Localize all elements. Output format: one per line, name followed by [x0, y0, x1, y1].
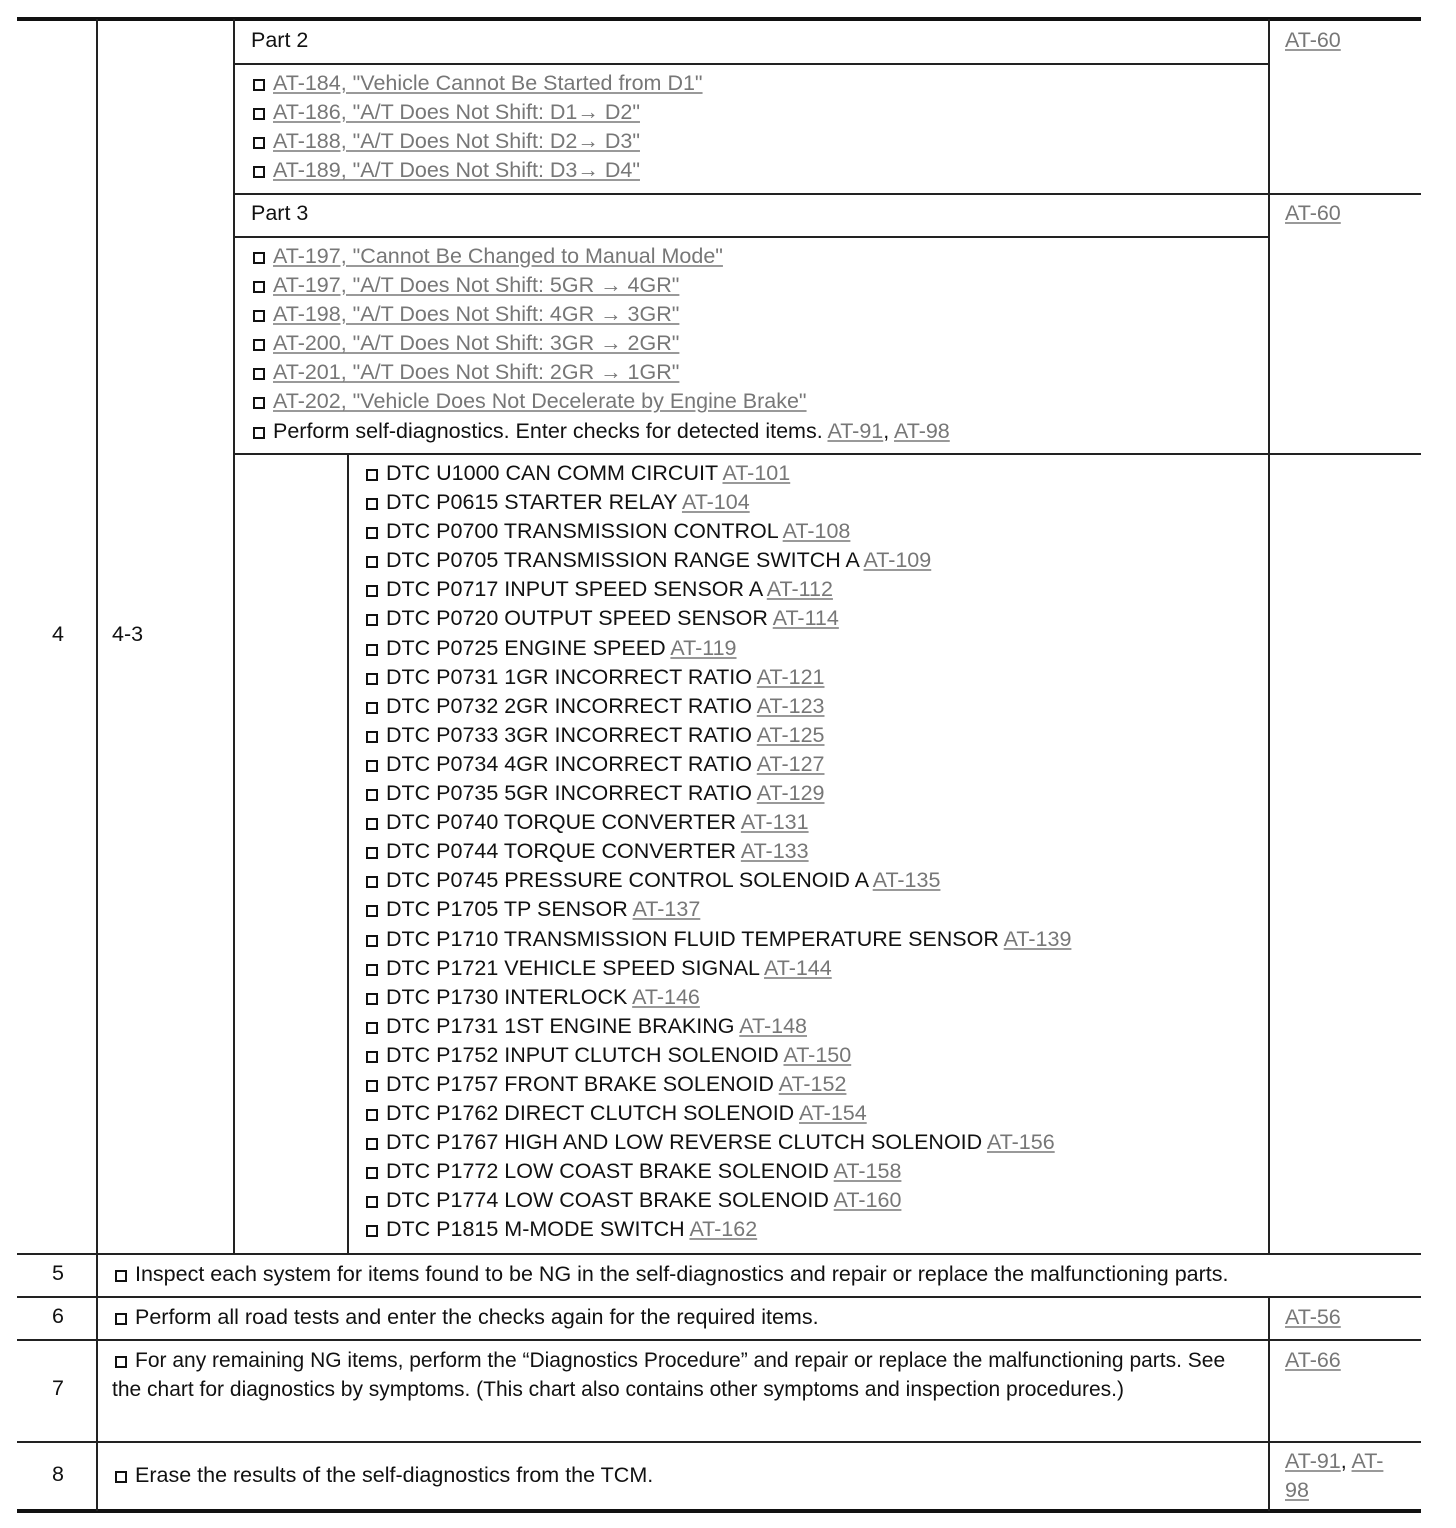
- dtc-item: [366, 575, 1071, 604]
- dtc-link[interactable]: AT-101: [722, 461, 791, 485]
- dtc-link[interactable]: AT-112: [766, 577, 833, 602]
- dtc-text: DTC P0732 2GR INCORRECT RATIO: [386, 693, 757, 718]
- list-item: [253, 98, 703, 127]
- checkbox[interactable]: [366, 760, 378, 772]
- dtc-item: [366, 895, 1071, 924]
- col-rule: [96, 19, 98, 1511]
- dtc-item: [366, 925, 1071, 954]
- rule: [17, 1253, 1421, 1255]
- checkbox[interactable]: [366, 1196, 378, 1208]
- bottom-border: [17, 1509, 1421, 1513]
- dtc-item: [366, 634, 1071, 663]
- checkbox[interactable]: [366, 556, 378, 568]
- part3-heading: Part 3: [251, 201, 309, 225]
- dtc-text: DTC P1767 HIGH AND LOW REVERSE CLUTCH SOLENOID: [386, 1130, 987, 1155]
- dtc-link[interactable]: AT-137: [632, 897, 701, 922]
- dtc-link[interactable]: AT-158: [833, 1159, 902, 1184]
- step6-item: [115, 1303, 819, 1332]
- dtc-link[interactable]: AT-133: [740, 839, 809, 864]
- dtc-text: DTC P0725 ENGINE SPEED: [386, 635, 671, 660]
- dtc-item: [366, 546, 1071, 575]
- dtc-link[interactable]: AT-123: [756, 693, 825, 718]
- item-link[interactable]: AT-184, "Vehicle Cannot Be Started from D1": [273, 71, 703, 95]
- list-item: [253, 387, 950, 416]
- dtc-item: [366, 1215, 1071, 1244]
- dtc-link[interactable]: AT-108: [782, 519, 851, 544]
- checkbox[interactable]: [366, 905, 378, 917]
- checkbox[interactable]: [366, 1080, 378, 1092]
- checkbox[interactable]: [366, 1109, 378, 1121]
- dtc-link[interactable]: AT-154: [798, 1101, 867, 1126]
- checkbox[interactable]: [253, 427, 265, 439]
- checkbox[interactable]: [253, 108, 265, 120]
- step8-refs: [1285, 1447, 1403, 1505]
- dtc-text: DTC P1730 INTERLOCK: [386, 984, 633, 1009]
- rule: [235, 236, 1270, 238]
- dtc-item: [366, 721, 1071, 750]
- checkbox[interactable]: [366, 993, 378, 1005]
- checkbox[interactable]: [366, 1022, 378, 1034]
- step5-item: [115, 1260, 1228, 1289]
- item-link[interactable]: AT-197, "A/T Does Not Shift: 5GR → 4GR": [273, 273, 680, 298]
- dtc-link[interactable]: AT-121: [756, 664, 825, 689]
- list-item: [253, 300, 950, 329]
- dtc-link[interactable]: AT-104: [681, 490, 750, 515]
- checkbox[interactable]: [366, 789, 378, 801]
- checkbox[interactable]: [366, 498, 378, 510]
- step7-ref-link[interactable]: AT-66: [1285, 1348, 1341, 1372]
- list-item: [253, 271, 950, 300]
- dtc-text: DTC P0717 INPUT SPEED SENSOR A: [386, 577, 767, 602]
- dtc-link[interactable]: AT-144: [764, 955, 832, 980]
- step-number: 7: [52, 1376, 64, 1400]
- checkbox[interactable]: [366, 673, 378, 685]
- col-rule: [233, 19, 235, 1255]
- self-diagnostics-link-2[interactable]: AT-98: [894, 418, 950, 443]
- self-diagnostics-item: [253, 417, 950, 446]
- step5-text: Inspect each system for items found to be NG in the self-diagnostics and repair or replace the malfunctioning parts.: [135, 1262, 1229, 1286]
- dtc-link[interactable]: AT-152: [778, 1071, 847, 1096]
- part2-list: [253, 69, 703, 185]
- col-rule: [347, 454, 349, 1255]
- dtc-item: [366, 750, 1071, 779]
- dtc-item: [366, 1070, 1071, 1099]
- dtc-item: [366, 1099, 1071, 1128]
- self-diagnostics-link-1[interactable]: AT-91: [827, 418, 884, 443]
- item-link[interactable]: AT-202, "Vehicle Does Not Decelerate by Engine Brake": [273, 389, 807, 414]
- step8-ref-link-1[interactable]: AT-91: [1285, 1449, 1341, 1473]
- part2-heading: Part 2: [251, 28, 309, 52]
- dtc-link[interactable]: AT-160: [833, 1188, 902, 1213]
- step7-text: For any remaining NG items, perform the “Diagnostics Procedure” and repair or replace the malfunctioning parts. See the chart for diagnostics by symptoms. (This chart also contains other symptoms and inspection procedures.): [112, 1349, 1226, 1401]
- rule: [17, 1339, 1421, 1341]
- step8-text: Erase the results of the self-diagnostics from the TCM.: [135, 1463, 654, 1487]
- dtc-text: DTC P1705 TP SENSOR: [386, 897, 633, 922]
- list-item: [253, 358, 950, 387]
- rule: [235, 63, 1270, 65]
- dtc-link[interactable]: AT-146: [632, 984, 700, 1009]
- step-number: 6: [52, 1304, 64, 1328]
- checkbox[interactable]: [366, 935, 378, 947]
- checkbox[interactable]: [366, 614, 378, 626]
- dtc-item: [366, 1128, 1071, 1157]
- dtc-item: [366, 1012, 1071, 1041]
- checkbox[interactable]: [366, 876, 378, 888]
- sub-step-label: 4-3: [112, 622, 144, 646]
- step7-item: [112, 1346, 1260, 1404]
- dtc-text: DTC P0720 OUTPUT SPEED SENSOR: [386, 606, 773, 631]
- step8-item: [115, 1461, 653, 1490]
- checkbox[interactable]: [115, 1313, 127, 1325]
- dtc-text: DTC P1815 M-MODE SWITCH: [386, 1217, 690, 1242]
- dtc-link[interactable]: AT-148: [739, 1013, 808, 1038]
- checkbox[interactable]: [366, 702, 378, 714]
- dtc-text: DTC P1774 LOW COAST BRAKE SOLENOID: [386, 1188, 834, 1213]
- dtc-item: [366, 1157, 1071, 1186]
- item-link[interactable]: AT-189, "A/T Does Not Shift: D3→ D4": [273, 158, 640, 183]
- item-link[interactable]: AT-201, "A/T Does Not Shift: 2GR → 1GR": [273, 360, 680, 385]
- step-number: 4: [52, 622, 64, 646]
- checkbox[interactable]: [253, 397, 265, 409]
- dtc-text: DTC P1762 DIRECT CLUTCH SOLENOID: [386, 1101, 799, 1126]
- list-item: [253, 242, 950, 271]
- col-rule: [1268, 19, 1270, 1255]
- separator: ,: [883, 418, 894, 443]
- checkbox[interactable]: [115, 1356, 127, 1368]
- checkbox[interactable]: [366, 585, 378, 597]
- checkbox[interactable]: [366, 527, 378, 539]
- item-link[interactable]: AT-197, "Cannot Be Changed to Manual Mode": [273, 244, 723, 268]
- dtc-link[interactable]: AT-125: [756, 722, 825, 747]
- dtc-item: [366, 808, 1071, 837]
- checkbox[interactable]: [253, 368, 265, 380]
- dtc-link[interactable]: AT-109: [863, 548, 932, 573]
- item-link[interactable]: AT-198, "A/T Does Not Shift: 4GR → 3GR": [273, 302, 680, 327]
- step6-text: Perform all road tests and enter the checks again for the required items.: [135, 1305, 819, 1329]
- dtc-text: DTC P1731 1ST ENGINE BRAKING: [386, 1013, 740, 1038]
- step-number: 5: [52, 1261, 64, 1285]
- dtc-item: [366, 692, 1071, 721]
- checkbox[interactable]: [366, 1138, 378, 1150]
- dtc-link[interactable]: AT-135: [872, 868, 941, 893]
- dtc-text: DTC P0731 1GR INCORRECT RATIO: [386, 664, 757, 689]
- dtc-item: [366, 983, 1071, 1012]
- checkbox[interactable]: [366, 1051, 378, 1063]
- checkbox[interactable]: [253, 137, 265, 149]
- checkbox[interactable]: [366, 731, 378, 743]
- dtc-text: DTC P0615 STARTER RELAY: [386, 490, 682, 515]
- dtc-item: [366, 954, 1071, 983]
- item-link[interactable]: AT-200, "A/T Does Not Shift: 3GR → 2GR": [273, 331, 680, 356]
- dtc-text: DTC P0734 4GR INCORRECT RATIO: [386, 751, 757, 776]
- checkbox[interactable]: [366, 469, 378, 481]
- part2-ref-link[interactable]: AT-60: [1285, 28, 1341, 52]
- step8-ref-link-2[interactable]: AT-98: [1285, 1449, 1384, 1502]
- dtc-item: [366, 604, 1071, 633]
- list-item: [253, 69, 703, 98]
- dtc-item: [366, 517, 1071, 546]
- checkbox[interactable]: [253, 166, 265, 178]
- list-item: [253, 156, 703, 185]
- rule: [235, 193, 1421, 195]
- dtc-item: [366, 866, 1071, 895]
- part3-list: [253, 242, 950, 446]
- dtc-link[interactable]: AT-114: [772, 606, 839, 631]
- dtc-item: [366, 1041, 1071, 1070]
- item-link[interactable]: AT-188, "A/T Does Not Shift: D2→ D3": [273, 129, 640, 154]
- step-number: 8: [52, 1462, 64, 1486]
- checkbox[interactable]: [366, 644, 378, 656]
- dtc-text: DTC U1000 CAN COMM CIRCUIT: [386, 461, 723, 485]
- checkbox[interactable]: [366, 1225, 378, 1237]
- dtc-item: [366, 663, 1071, 692]
- dtc-text: DTC P1772 LOW COAST BRAKE SOLENOID: [386, 1159, 834, 1184]
- list-item: [253, 127, 703, 156]
- checkbox[interactable]: [115, 1270, 127, 1282]
- dtc-link[interactable]: AT-127: [756, 751, 825, 776]
- dtc-text: DTC P1757 FRONT BRAKE SOLENOID: [386, 1071, 779, 1096]
- dtc-item: [366, 1186, 1071, 1215]
- dtc-link[interactable]: AT-119: [670, 635, 737, 660]
- rule: [235, 453, 1421, 455]
- dtc-text: DTC P1710 TRANSMISSION FLUID TEMPERATURE SENSOR: [386, 926, 1004, 951]
- dtc-text: DTC P0700 TRANSMISSION CONTROL: [386, 519, 783, 544]
- checkbox[interactable]: [253, 281, 265, 293]
- dtc-link[interactable]: AT-162: [689, 1217, 758, 1242]
- dtc-text: DTC P0705 TRANSMISSION RANGE SWITCH A: [386, 548, 864, 573]
- top-border: [17, 17, 1421, 21]
- separator: ,: [1340, 1449, 1352, 1473]
- dtc-link[interactable]: AT-129: [756, 781, 825, 806]
- dtc-text: DTC P0745 PRESSURE CONTROL SOLENOID A: [386, 868, 873, 893]
- rule: [17, 1296, 1421, 1298]
- dtc-item: [366, 837, 1071, 866]
- list-item: [253, 329, 950, 358]
- step6-ref-link[interactable]: AT-56: [1285, 1305, 1341, 1329]
- checkbox[interactable]: [366, 847, 378, 859]
- self-diagnostics-text: Perform self-diagnostics. Enter checks for detected items.: [273, 418, 828, 443]
- checkbox[interactable]: [366, 1167, 378, 1179]
- checkbox[interactable]: [366, 964, 378, 976]
- checkbox[interactable]: [366, 818, 378, 830]
- dtc-text: DTC P1752 INPUT CLUTCH SOLENOID: [386, 1042, 784, 1067]
- dtc-link[interactable]: AT-150: [783, 1042, 852, 1067]
- dtc-link[interactable]: AT-139: [1003, 926, 1072, 951]
- dtc-text: DTC P0733 3GR INCORRECT RATIO: [386, 722, 757, 747]
- dtc-list: [366, 459, 1071, 1245]
- dtc-text: DTC P0735 5GR INCORRECT RATIO: [386, 781, 757, 806]
- checkbox[interactable]: [253, 339, 265, 351]
- col-rule: [1268, 1297, 1270, 1511]
- part3-ref-link[interactable]: AT-60: [1285, 201, 1341, 225]
- dtc-link[interactable]: AT-131: [740, 810, 809, 835]
- dtc-item: [366, 488, 1071, 517]
- checkbox[interactable]: [253, 79, 265, 91]
- rule: [17, 1441, 1421, 1443]
- dtc-text: DTC P0740 TORQUE CONVERTER: [386, 810, 741, 835]
- item-link[interactable]: AT-186, "A/T Does Not Shift: D1→ D2": [273, 100, 640, 125]
- checkbox[interactable]: [253, 252, 265, 264]
- dtc-text: DTC P1721 VEHICLE SPEED SIGNAL: [386, 955, 764, 980]
- checkbox[interactable]: [115, 1471, 127, 1483]
- checkbox[interactable]: [253, 310, 265, 322]
- dtc-item: [366, 459, 1071, 488]
- dtc-link[interactable]: AT-156: [986, 1130, 1055, 1155]
- dtc-item: [366, 779, 1071, 808]
- dtc-text: DTC P0744 TORQUE CONVERTER: [386, 839, 741, 864]
